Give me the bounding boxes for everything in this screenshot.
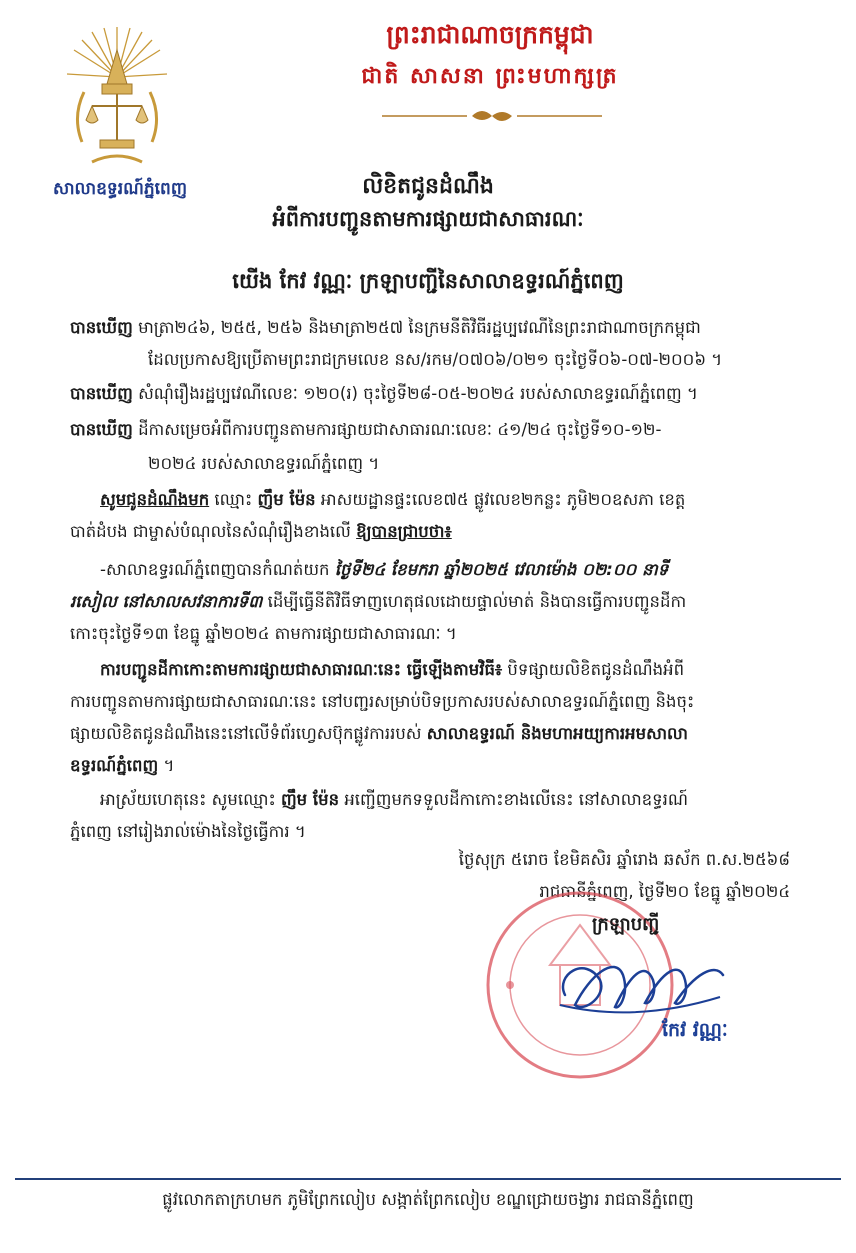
therefore-text: អាស្រ័យហេតុនេះ សូមឈ្មោះ	[100, 790, 281, 809]
procedure-emphasis: សាលាឧទ្ធរណ៍ និងមហាអយ្យការអមសាលា	[426, 724, 688, 743]
signature-icon	[545, 935, 735, 1030]
seen-clause-2	[70, 384, 698, 408]
seen-text: មាត្រា២៤៦, ២៥៥, ២៥៦ និងមាត្រា២៥៧ នៃក្រមនីតិវិធីរដ្ឋប្បវេណីនៃព្រះរាជាណាចក្រកម្ពុជា	[132, 318, 701, 337]
procedure-paragraph-cont2	[70, 724, 688, 748]
document-subtitle: អំពីការបញ្ជូនតាមការផ្សាយជាសាធារណៈ	[272, 207, 584, 231]
seen-text: ដីកាសម្រេចអំពីការបញ្ជូនតាមការផ្សាយជាសាធារណៈលេខៈ ៤១/២៤ ចុះថ្ងៃទី១០-១២-	[132, 420, 662, 439]
seen-clause-1	[70, 318, 701, 342]
seen-label: បានឃើញ	[70, 384, 133, 403]
notice-paragraph-cont	[70, 522, 452, 546]
ornament-divider-icon	[372, 104, 612, 128]
lunar-date: ថ្ងៃសុក្រ ៥រោច ខែមិគសិរ ឆ្នាំរោង ឆស័ក ព.ស.២៥៦៨	[458, 850, 790, 869]
hearing-item-cont2: កោះចុះថ្ងៃទី១៣ ខែធ្នូ ឆ្នាំ២០២៤ តាមការផ្សាយជាសាធារណៈ ។	[70, 624, 457, 643]
creditor-name: ញឹម ម៉ែន	[257, 490, 316, 509]
procedure-emphasis: ឧទ្ធរណ៍ភ្នំពេញ	[70, 756, 159, 775]
solar-date: រាជធានីភ្នំពេញ, ថ្ងៃទី២០ ខែធ្នូ ឆ្នាំ២០២៤	[539, 882, 790, 901]
seen-clause-3-cont: ២០២៤ របស់សាលាឧទ្ធរណ៍ភ្នំពេញ ។	[148, 454, 380, 473]
therefore-paragraph-cont: ភ្នំពេញ នៅរៀងរាល់ម៉ោងនៃថ្ងៃធ្វើការ ។	[70, 822, 306, 841]
seen-clause-3	[70, 420, 661, 444]
kingdom-heading: ព្រះរាជាណាចក្រកម្ពុជា	[386, 20, 594, 49]
notice-paragraph	[100, 490, 685, 514]
procedure-paragraph-cont: ការបញ្ជូនតាមការផ្សាយជាសាធារណៈនេះ នៅបញ្ជរសម្រាប់បិទប្រកាសរបស់សាលាឧទ្ធរណ៍ភ្នំពេញ និងចុះ	[70, 692, 695, 711]
footer-divider	[15, 1178, 841, 1180]
hearing-date: ថ្ងៃទី២៤ ខែមករា ឆ្នាំ២០២៥ វេលាម៉ោង ០២:០០ នាទី	[334, 560, 669, 579]
procedure-paragraph	[100, 660, 684, 684]
seen-label: បានឃើញ	[70, 420, 133, 439]
notify-text: ឈ្មោះ	[209, 490, 258, 509]
signer-name: កែវ វណ្ណៈ	[662, 1019, 728, 1041]
hearing-room: រសៀល នៅសាលសវនាការទី៣	[70, 592, 263, 611]
document-title: លិខិតជូនដំណឹង	[362, 174, 494, 199]
notify-label: សូមជូនដំណឹងមក	[100, 490, 210, 509]
hearing-item-cont	[70, 592, 686, 616]
seen-clause-1-cont: ដែលប្រកាសឱ្យប្រើតាមព្រះរាជក្រមលេខ នស/រកម/០៧០៦/០២១ ចុះថ្ងៃទី០៦-០៧-២០០៦ ។	[148, 350, 723, 369]
therefore-paragraph	[100, 790, 688, 814]
signer-role: ក្រឡាបញ្ជី	[592, 914, 660, 935]
notify-text: បាត់ដំបង ជាម្ចាស់បំណុលនៃសំណុំរឿងខាងលើ	[70, 522, 357, 541]
footer-address: ផ្លូវលោកតាក្រហមក ភូមិព្រែកលៀប សង្កាត់ព្រែកលៀប ខណ្ឌជ្រោយចង្វារ រាជធានីភ្នំពេញ	[162, 1190, 694, 1209]
royal-emblem-icon	[62, 22, 172, 172]
seen-label: បានឃើញ	[70, 318, 133, 337]
therefore-text: អញ្ជើញមកទទួលដីកាកោះខាងលើនេះ នៅសាលាឧទ្ធរណ៍	[339, 790, 688, 809]
notify-text: អាសយដ្ឋានផ្ទះលេខ៧៥ ផ្លូវលេខ២កន្លះ ភូមិ២០ឧសភា ខេត្ត	[315, 490, 686, 509]
procedure-text: ផ្សាយលិខិតជូនដំណឹងនេះនៅលើទំព័រហ្វេសប៊ុកផ្លូវការរបស់	[70, 724, 427, 743]
procedure-text: បិទផ្សាយលិខិតជូនដំណឹងអំពី	[502, 660, 685, 679]
hearing-text: ដើម្បីធ្វើនីតិវិធីទាញហេតុផលដោយផ្ទាល់មាត់ និងបានធ្វើការបញ្ជូនដីកា	[262, 592, 687, 611]
issuer-line: យើង កែវ វណ្ណៈ ក្រឡាបញ្ជីនៃសាលាឧទ្ធរណ៍ភ្នំពេញ	[232, 269, 624, 293]
procedure-paragraph-cont3	[70, 756, 174, 780]
procedure-text: ។	[158, 756, 175, 775]
hearing-text: -សាលាឧទ្ធរណ៍ភ្នំពេញបានកំណត់យក	[100, 560, 335, 579]
seen-text: សំណុំរឿងរដ្ឋប្បវេណីលេខៈ ១២០(រ) ចុះថ្ងៃទី២៨-០៥-២០២៤ របស់សាលាឧទ្ធរណ៍ភ្នំពេញ ។	[132, 384, 698, 403]
creditor-name: ញឹម ម៉ែន	[280, 790, 340, 809]
hearing-item	[100, 560, 668, 584]
notify-emphasis: ឱ្យបានជ្រាបថា៖	[356, 522, 452, 541]
court-name: សាលាឧទ្ធរណ៍ភ្នំពេញ	[52, 179, 188, 199]
procedure-label: ការបញ្ជូនដីកាកោះតាមការផ្សាយជាសាធារណៈនេះ ធ្វើឡើងតាមវិធី៖	[100, 660, 503, 679]
national-motto: ជាតិ សាសនា ព្រះមហាក្សត្រ	[361, 64, 619, 89]
